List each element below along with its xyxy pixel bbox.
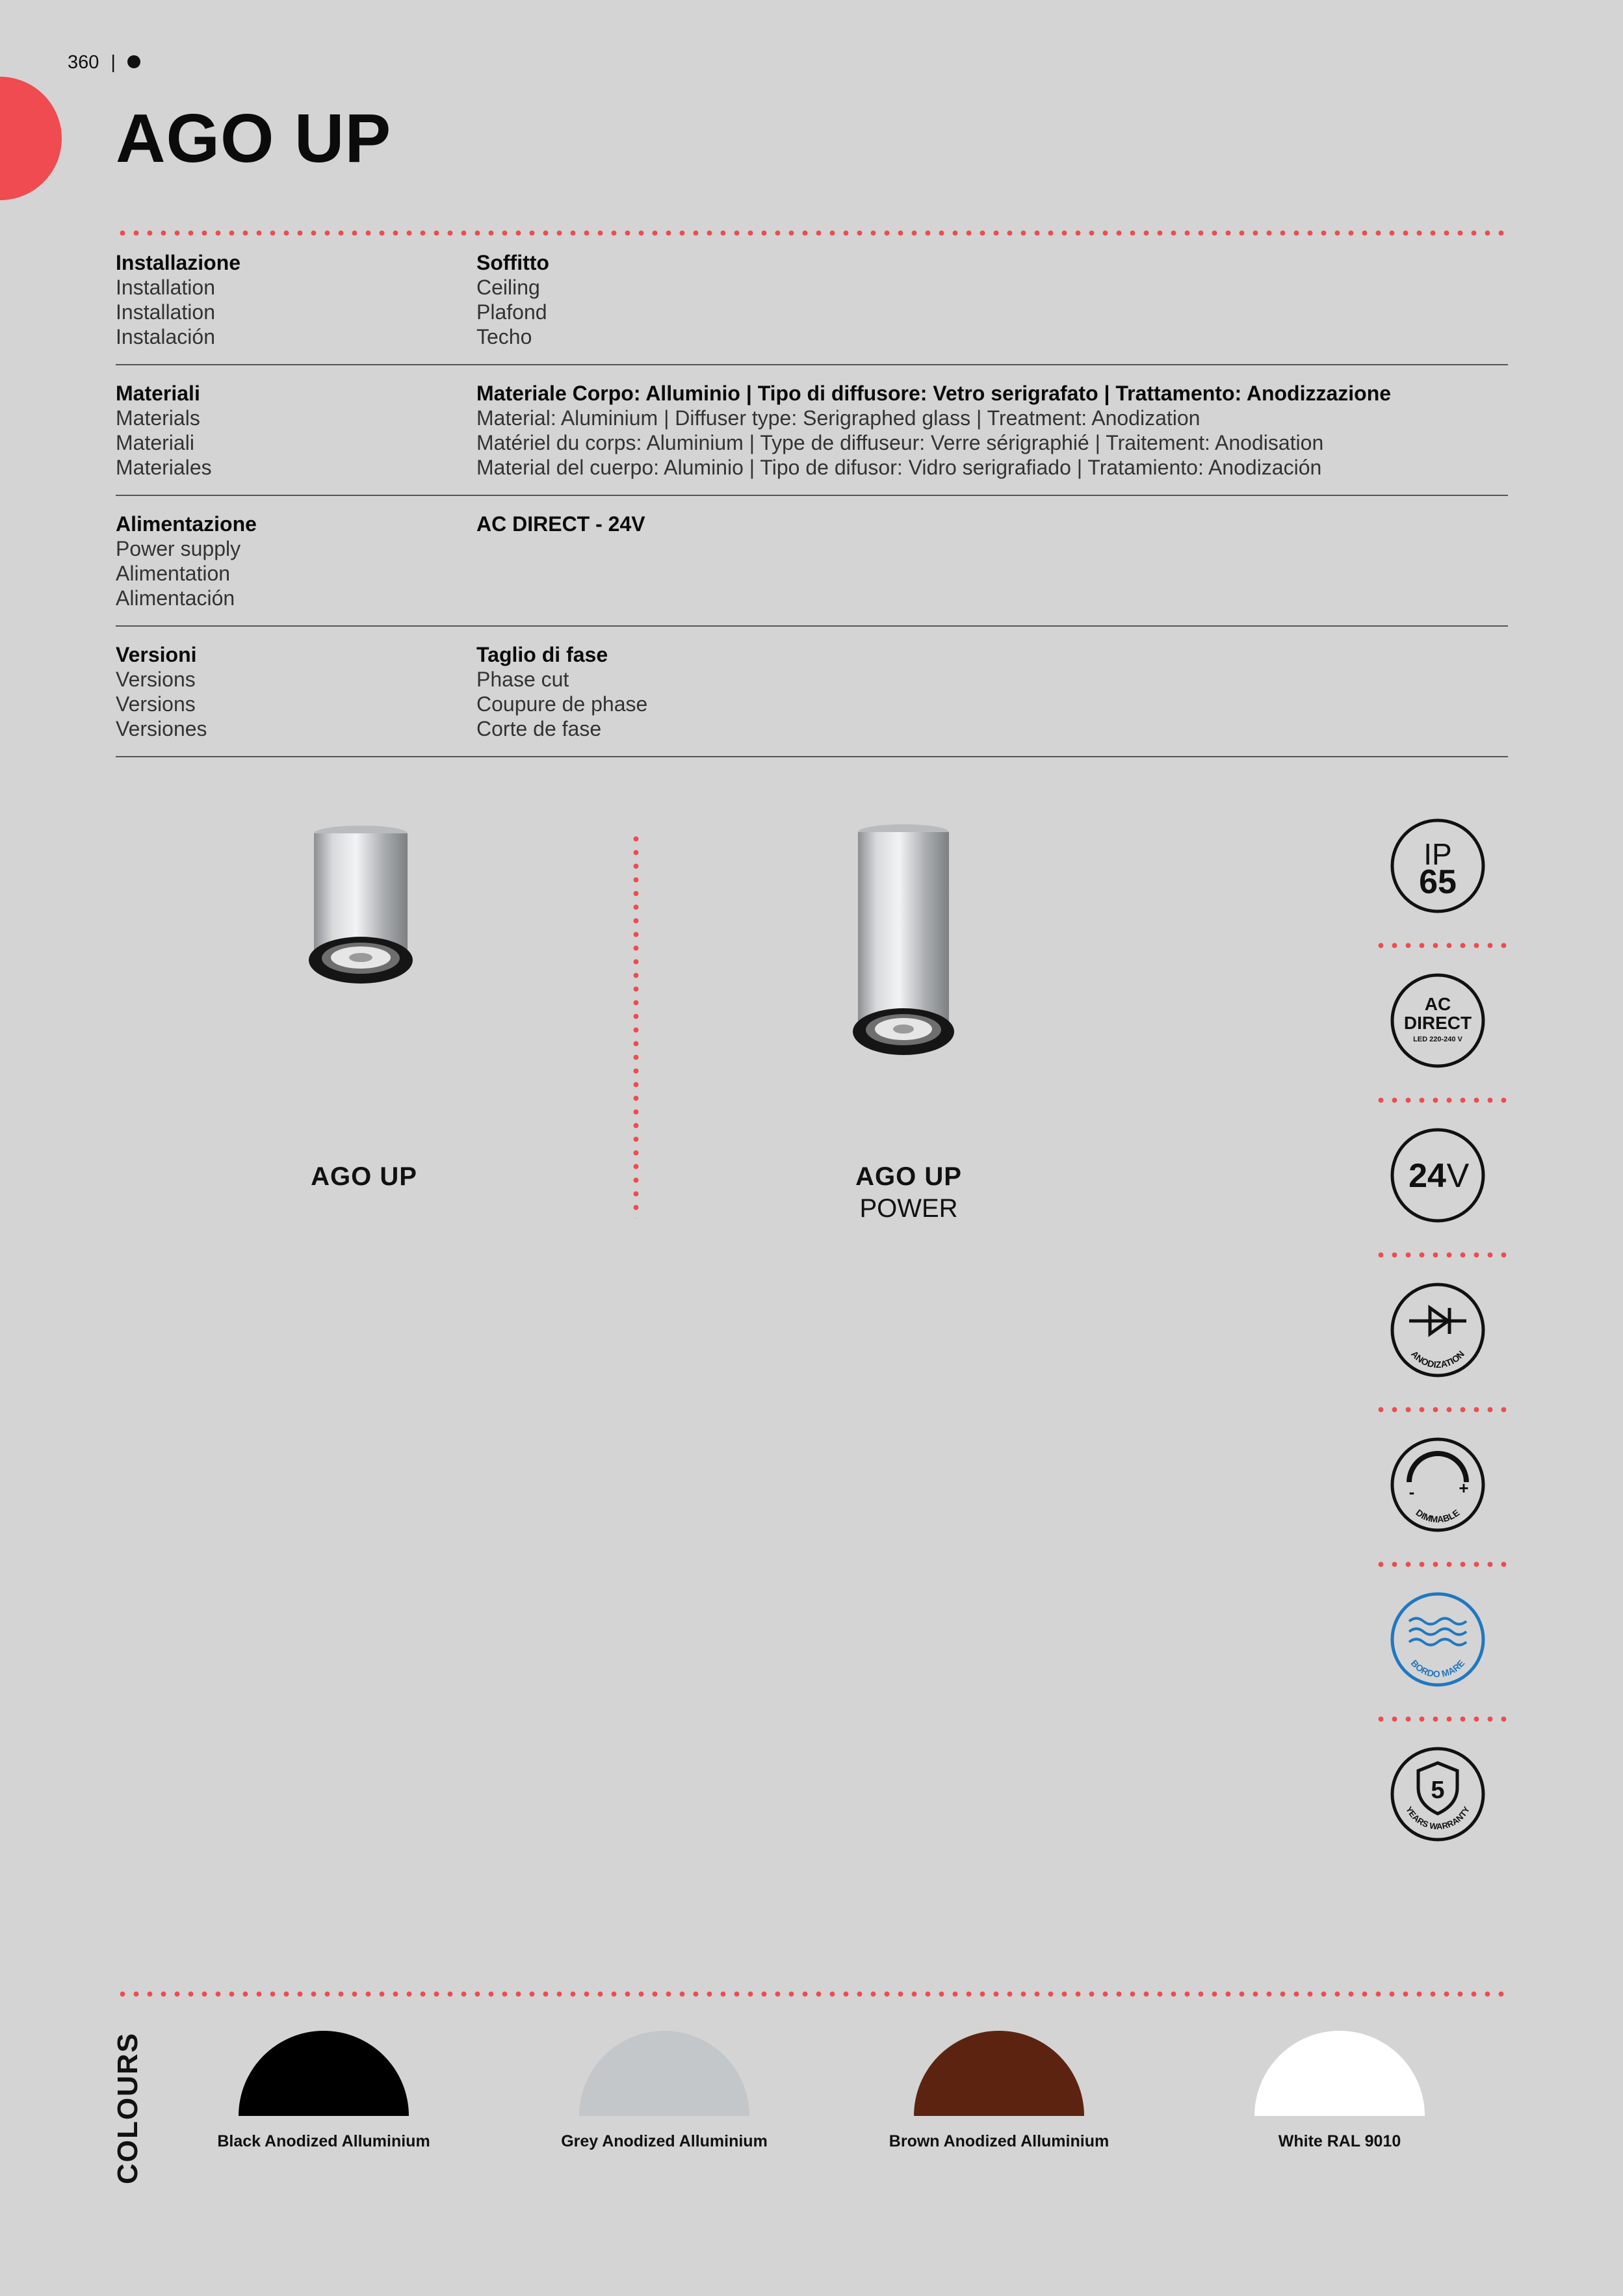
warranty-icon — [1390, 1746, 1486, 1842]
ip-text: IP — [1423, 837, 1452, 871]
svg-text:+: + — [1459, 1478, 1469, 1498]
ac-direct-icon — [1390, 972, 1486, 1069]
divider — [116, 756, 1508, 757]
ip65-icon — [1390, 818, 1486, 914]
ago-up-power-lamp-image — [845, 819, 962, 1060]
svg-text:BORDO MARE: BORDO MARE — [1409, 1658, 1467, 1680]
dotted-divider — [1374, 1097, 1508, 1103]
dotted-divider — [1374, 943, 1508, 948]
page-number: 360 | — [68, 52, 140, 73]
svg-text:-: - — [1409, 1482, 1415, 1502]
svg-text:AC: AC — [1424, 994, 1451, 1014]
colour-swatch-white — [1254, 2031, 1425, 2116]
colour-label: Black Anodized Alluminium — [217, 2132, 430, 2150]
ip-rating: 65 — [1419, 863, 1457, 901]
svg-text:YEARS WARRANTY: YEARS WARRANTY — [1404, 1805, 1472, 1832]
waves-icon — [1409, 1619, 1466, 1645]
colour-label: Brown Anodized Alluminium — [889, 2132, 1110, 2150]
dotted-divider — [1374, 1252, 1508, 1258]
svg-text:LED 220-240 V: LED 220-240 V — [1413, 1036, 1462, 1043]
bullet-icon — [127, 55, 140, 68]
dotted-divider — [1374, 1561, 1508, 1567]
dotted-divider — [1374, 1716, 1508, 1722]
divider — [116, 364, 1508, 365]
dotted-separator — [633, 832, 639, 1219]
24v-icon — [1390, 1127, 1486, 1223]
product-name: AGO UP — [311, 1162, 417, 1191]
product-subtitle: POWER — [859, 1194, 958, 1223]
section-tab — [0, 77, 62, 200]
svg-text:DIMMABLE: DIMMABLE — [1414, 1507, 1462, 1525]
colour-swatch-black — [239, 2031, 409, 2116]
product-name: AGO UP — [855, 1162, 962, 1191]
diode-icon — [1409, 1308, 1466, 1334]
anodization-icon — [1390, 1282, 1486, 1378]
svg-text:DIRECT: DIRECT — [1403, 1013, 1472, 1033]
dotted-divider — [116, 230, 1508, 236]
colour-swatch-brown — [914, 2031, 1084, 2116]
colour-label: Grey Anodized Alluminium — [561, 2132, 768, 2150]
page-title: AGO UP — [116, 100, 392, 177]
colour-swatch-grey — [579, 2031, 749, 2116]
svg-text:5: 5 — [1431, 1777, 1445, 1804]
svg-text:ANODIZATION: ANODIZATION — [1409, 1348, 1466, 1370]
divider — [116, 495, 1508, 496]
ago-up-lamp-image — [299, 819, 422, 995]
dotted-divider — [1374, 1407, 1508, 1413]
divider — [116, 625, 1508, 627]
svg-text:24: 24 — [1409, 1157, 1446, 1195]
bordo-mare-icon — [1390, 1591, 1486, 1688]
colours-heading: COLOURS — [112, 2032, 144, 2184]
colour-label: White RAL 9010 — [1278, 2132, 1401, 2150]
dimmable-icon — [1390, 1437, 1486, 1533]
dotted-divider — [116, 1991, 1508, 1997]
svg-text:V: V — [1446, 1157, 1470, 1195]
